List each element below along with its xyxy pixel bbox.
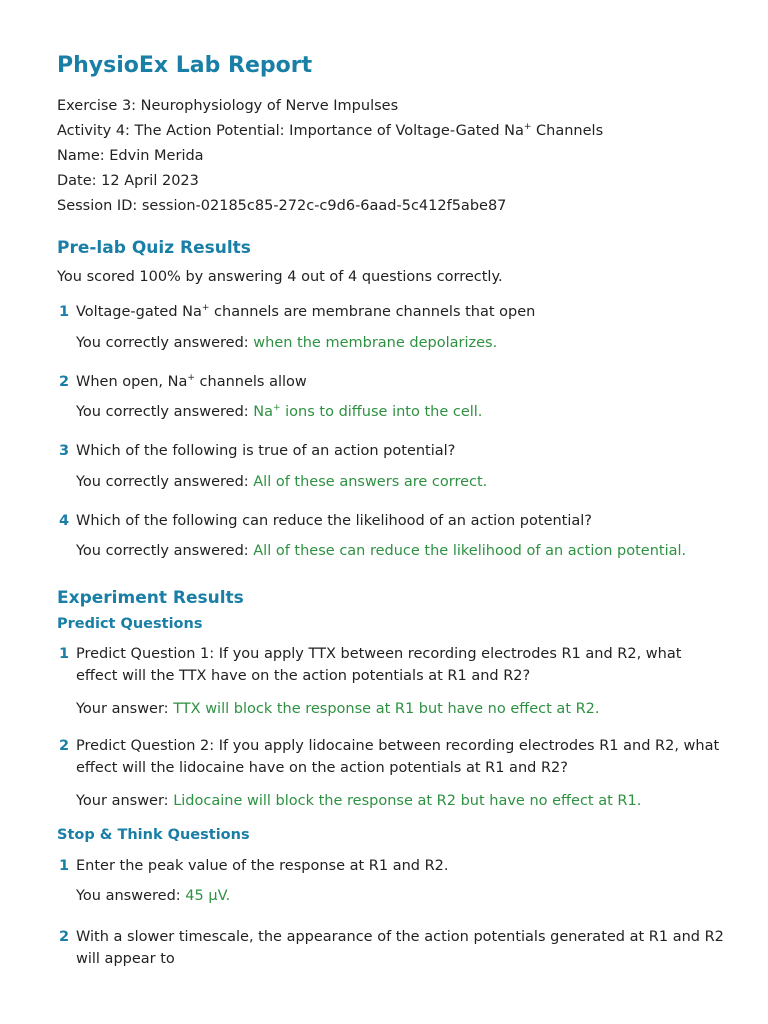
question-text: Predict Question 2: If you apply lidocaine between recording electrodes R1 and R2, what effect will the lidocaine have on the action potentials at R1 and R2?	[76, 738, 720, 776]
answer-label: You correctly answered:	[76, 404, 249, 420]
question-text: With a slower timescale, the appearance of the action potentials generated at R1 and R2 will appear to	[76, 929, 724, 967]
answer-label: You correctly answered:	[76, 474, 249, 490]
question-text: When open, Na+ channels allow	[76, 373, 307, 390]
prelab-answer	[76, 543, 686, 559]
prelab-question	[57, 371, 727, 393]
answer-value: All of these answers are correct.	[253, 474, 488, 490]
prelab-question	[57, 440, 727, 462]
session-id: Session ID: session-02185c85-272c-c9d6-6aad-5c412f5abe87	[57, 198, 507, 214]
answer-label: You correctly answered:	[76, 543, 249, 559]
question-number: 1	[59, 858, 70, 874]
answer-value: 45 µV.	[185, 888, 231, 904]
question-text: Predict Question 1: If you apply TTX between recording electrodes R1 and R2, what effect will the TTX have on the action potentials at R1 and R2?	[76, 646, 682, 684]
question-number: 3	[59, 443, 70, 459]
report-title: PhysioEx Lab Report	[57, 53, 313, 78]
experiment-heading: Experiment Results	[57, 588, 244, 608]
answer-label: Your answer:	[76, 701, 169, 717]
stop-think-question	[57, 926, 727, 970]
prelab-question	[57, 301, 727, 323]
predict-question	[57, 643, 727, 687]
predict-question	[57, 735, 727, 779]
activity-text: Activity 4: The Action Potential: Importance of Voltage-Gated Na	[57, 123, 524, 139]
exercise-line: Exercise 3: Neurophysiology of Nerve Impulses	[57, 98, 399, 114]
predict-answer	[76, 793, 641, 809]
prelab-heading: Pre-lab Quiz Results	[57, 238, 251, 258]
prelab-answer	[76, 404, 482, 420]
question-text: Enter the peak value of the response at R1 and R2.	[76, 858, 449, 874]
predict-answer	[76, 701, 600, 717]
prelab-score: You scored 100% by answering 4 out of 4 questions correctly.	[57, 269, 503, 285]
question-text: Which of the following can reduce the likelihood of an action potential?	[76, 513, 593, 529]
answer-value: TTX will block the response at R1 but have no effect at R2.	[173, 701, 600, 717]
activity-sup: +	[523, 122, 532, 132]
answer-value: All of these can reduce the likelihood of an action potential.	[253, 543, 687, 559]
answer-label: You answered:	[76, 888, 181, 904]
answer-value: Lidocaine will block the response at R2 but have no effect at R1.	[173, 793, 642, 809]
prelab-answer	[76, 335, 497, 351]
report-date: Date: 12 April 2023	[57, 173, 199, 189]
answer-value: Na+ ions to diffuse into the cell.	[253, 403, 483, 420]
question-text: Which of the following is true of an action potential?	[76, 443, 456, 459]
predict-heading: Predict Questions	[57, 616, 203, 632]
activity-line	[57, 123, 603, 139]
question-number: 2	[59, 929, 70, 945]
stop-think-answer	[76, 888, 230, 904]
question-number: 2	[59, 738, 70, 754]
question-number: 4	[59, 513, 70, 529]
student-name: Name: Edvin Merida	[57, 148, 204, 164]
answer-label: You correctly answered:	[76, 335, 249, 351]
question-text: Voltage-gated Na+ channels are membrane channels that open	[76, 303, 536, 320]
prelab-answer	[76, 474, 487, 490]
stop-think-heading: Stop & Think Questions	[57, 827, 250, 843]
question-number: 2	[59, 374, 70, 390]
prelab-question	[57, 510, 727, 532]
question-number: 1	[59, 646, 70, 662]
answer-label: Your answer:	[76, 793, 169, 809]
question-number: 1	[59, 304, 70, 320]
stop-think-question	[57, 855, 727, 877]
answer-value: when the membrane depolarizes.	[253, 335, 498, 351]
activity-suffix: Channels	[531, 123, 604, 139]
